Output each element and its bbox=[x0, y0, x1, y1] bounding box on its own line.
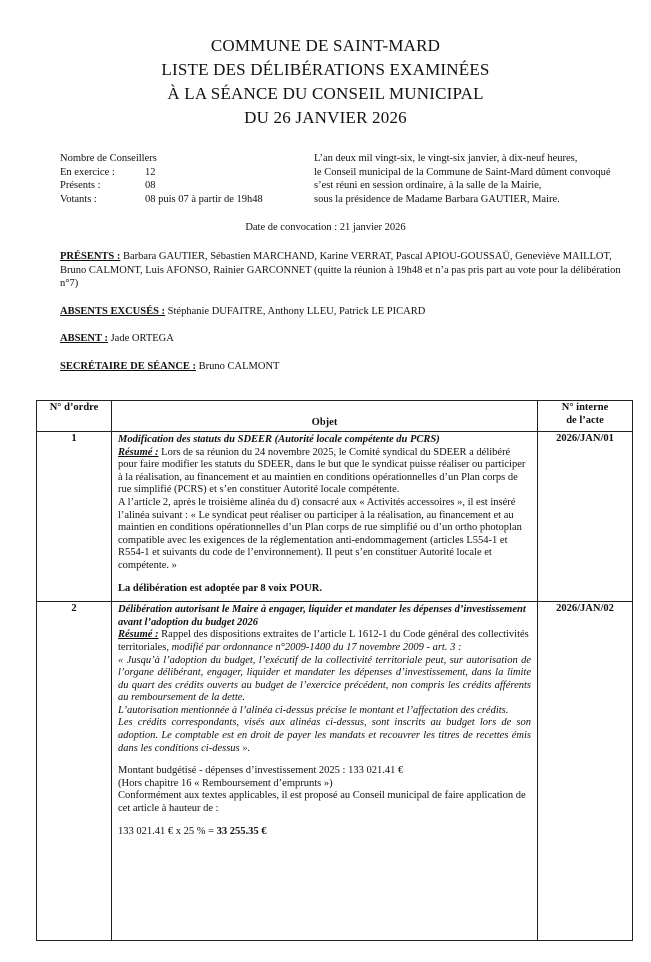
row-title: Délibération autorisant le Maire à engager, liquider et mandater les dépenses d’investissement avant l’adoption du budget 2026 bbox=[118, 604, 526, 628]
resume-label: Résumé : bbox=[118, 446, 159, 458]
resume-reference: modifié par ordonnance n°2009-1400 du 17 novembre 2009 - art. 3 : bbox=[171, 641, 462, 653]
presents-section bbox=[60, 250, 630, 291]
preamble-line: s’est réuni en session ordinaire, à la salle de la Mairie, bbox=[314, 180, 542, 191]
presents-list: Barbara GAUTIER, Sébastien MARCHAND, Karine VERRAT, Pascal APIOU-GOUSSAÜ, Geneviève MAILLOT, Bruno CALMONT, Luis AFONSO, Rainier GARCONNET (quitte la réunion à 19h48 et n’a pas pris part au vote pour la délibération n°7) bbox=[60, 251, 621, 289]
exercice-label: En exercice : bbox=[60, 166, 115, 178]
absent-label: ABSENT : bbox=[60, 333, 108, 344]
col-numero-ordre: N° d’ordre bbox=[37, 401, 112, 432]
row-resume bbox=[118, 629, 531, 654]
document-title bbox=[0, 34, 651, 130]
calculation bbox=[118, 826, 531, 839]
absent-name: Jade ORTEGA bbox=[110, 333, 174, 344]
col-numero-acte-line2: de l’acte bbox=[566, 414, 604, 426]
calculation-formula: 133 021.41 € x 25 % = bbox=[118, 825, 217, 837]
preamble-line: le Conseil municipal de la Commune de Saint-Mard dûment convoqué bbox=[314, 166, 611, 178]
legal-quote: L’autorisation mentionnée à l’alinéa ci-dessus précise le montant et l’affectation des crédits. bbox=[118, 704, 509, 716]
col-numero-acte-line1: N° interne bbox=[561, 402, 609, 413]
vote-result: La délibération est adoptée par 8 voix POUR. bbox=[118, 582, 322, 594]
title-line-commune: COMMUNE DE SAINT-MARD bbox=[210, 36, 441, 55]
absents-excuses-label: ABSENTS EXCUSÉS : bbox=[60, 306, 166, 317]
absent-section bbox=[60, 332, 630, 346]
row-acte: 2026/JAN/02 bbox=[538, 602, 633, 941]
counts-presents-row bbox=[60, 179, 263, 193]
row-acte: 2026/JAN/01 bbox=[538, 432, 633, 602]
calculation-result: 33 255.35 € bbox=[216, 825, 267, 837]
resume-paragraph: A l’article 2, après le troisième alinéa du d) consacré aux « Activités accessoires », il est inséré l’alinéa suivant : « Le syndicat peut réaliser ou participer à la réalisation, au financement et au maintien en conditions opérationnelles d’un Plan corps de rue simplifié ou d’un ortho photoplan compatible avec les exigences de la réglementation anti-endommagement (articles L554-1 et R554-1 et suivants du code de l’environnement). Il peut s’en constituer Autorité locale et compétente. » bbox=[118, 496, 522, 571]
montant-line: Montant budgétisé - dépenses d’investissement 2025 : 133 021.41 € bbox=[118, 765, 404, 777]
absents-excuses-section bbox=[60, 305, 630, 319]
preamble-line: L’an deux mil vingt-six, le vingt-six janvier, à dix-neuf heures, bbox=[314, 153, 578, 164]
councillor-counts bbox=[60, 152, 263, 206]
votants-label: Votants : bbox=[60, 193, 97, 205]
absents-excuses-list: Stéphanie DUFAITRE, Anthony LLEU, Patrick LE PICARD bbox=[167, 306, 426, 317]
secretaire-label: SECRÉTAIRE DE SÉANCE : bbox=[60, 361, 197, 372]
presents-label: PRÉSENTS : bbox=[60, 251, 121, 262]
secretaire-name: Bruno CALMONT bbox=[198, 361, 280, 372]
col-objet: Objet bbox=[112, 401, 538, 432]
exercice-value: 12 bbox=[145, 166, 156, 178]
resume-text: Lors de sa réunion du 24 novembre 2025, le Comité syndical du SDEER a délibéré pour faire modifier les statuts du SDEER, dans le but que le syndicat puisse réaliser ou participer à la réalisation, au financement et au maintien en conditions opérationnelles d’un Plan corps de rue simplifié (PCRS) et s’en constituer Autorité locale compétente. bbox=[118, 446, 526, 496]
title-line-date: DU 26 JANVIER 2026 bbox=[244, 108, 407, 127]
row-title: Modification des statuts du SDEER (Autorité locale compétente du PCRS) bbox=[118, 434, 440, 445]
legal-quote: Les crédits correspondants, visés aux alinéas ci-dessus, sont inscrits au budget lors de son adoption. Le comptable est en droit de payer les mandats et recouvrer les titres de recettes émis dans les conditions ci-dessus ». bbox=[118, 717, 531, 754]
resume-label: Résumé : bbox=[118, 629, 159, 641]
votants-value: 08 puis 07 à partir de 19h48 bbox=[145, 193, 263, 205]
row-objet bbox=[112, 602, 538, 941]
convocation-date: Date de convocation : 21 janvier 2026 bbox=[245, 222, 406, 233]
montant-note: (Hors chapitre 16 « Remboursement d’emprunts ») bbox=[118, 777, 333, 789]
title-line-seance: À LA SÉANCE DU CONSEIL MUNICIPAL bbox=[167, 84, 484, 103]
col-numero-acte bbox=[538, 401, 633, 432]
secretaire-section bbox=[60, 360, 630, 374]
table-header-row bbox=[37, 401, 633, 432]
counts-heading: Nombre de Conseillers bbox=[60, 153, 157, 164]
title-line-liste: LISTE DES DÉLIBÉRATIONS EXAMINÉES bbox=[161, 60, 490, 79]
proposition-text: Conformément aux textes applicables, il est proposé au Conseil municipal de faire application de cet article à hauteur de : bbox=[118, 790, 526, 815]
table-row bbox=[37, 432, 633, 602]
presents-count-label: Présents : bbox=[60, 180, 101, 191]
row-objet bbox=[112, 432, 538, 602]
presents-count-value: 08 bbox=[145, 180, 156, 191]
table-row bbox=[37, 602, 633, 941]
deliberations-table bbox=[36, 400, 633, 941]
resume-text: Rappel des dispositions extraites de l’article L 1612-1 du Code général des collectivités territoriales, bbox=[118, 629, 529, 653]
row-resume bbox=[118, 447, 531, 497]
legal-quote: « Jusqu’à l’adoption du budget, l’exécutif de la collectivité territoriale peut, sur autorisation de l’organe délibérant, engager, liquider et mandater les dépenses d’investissement, dans la limite du quart des crédits ouverts au budget de l’exercice précédent, non compris les crédits afférents au remboursement de la dette. bbox=[118, 654, 531, 704]
counts-exercice-row bbox=[60, 166, 263, 180]
row-number: 1 bbox=[37, 432, 112, 602]
row-number: 2 bbox=[37, 602, 112, 941]
preamble-line: sous la présidence de Madame Barbara GAUTIER, Maire. bbox=[314, 193, 560, 205]
session-preamble bbox=[314, 152, 651, 206]
counts-votants-row bbox=[60, 193, 263, 207]
